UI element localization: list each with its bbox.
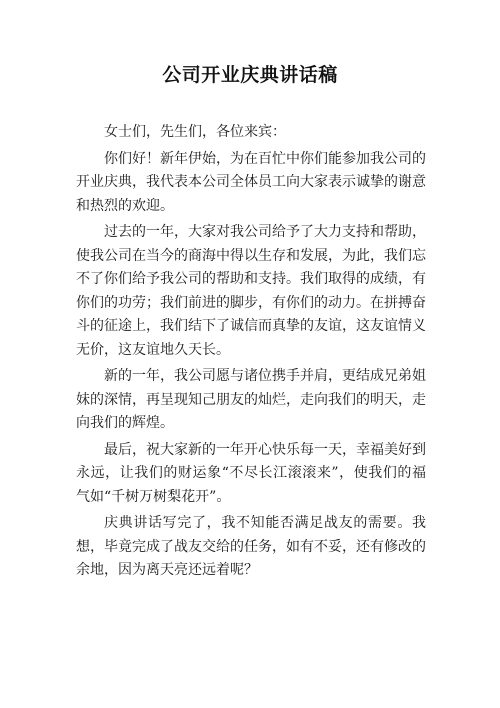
wishes-paragraph: 最后，祝大家新的一年开心快乐每一天，幸福美好到永远，让我们的财运象“不尽长江滚滚来”，使我们的福气如“千树万树梨花开”。 [76,441,426,505]
closing-paragraph: 庆典讲话写完了，我不知能否满足战友的需要。我想，毕竟完成了战友交给的任务，如有不妥，还有修改的余地，因为离天亮还远着呢？ [76,515,426,578]
greeting-paragraph: 女士们，先生们，各位来宾： [104,124,286,140]
welcome-paragraph: 你们好！新年伊始，为在百忙中你们能参加我公司的开业庆典，我代表本公司全体员工向大家表示诚挚的谢意和热烈的欢迎。 [76,150,426,214]
new-year-paragraph: 新的一年，我公司愿与诸位携手并肩，更结成兄弟姐妹的深情，再呈现知己朋友的灿烂，走向我们的明天，走向我们的辉煌。 [76,368,426,431]
document-body [76,121,426,583]
document-title: 公司开业庆典讲话稿 [162,64,338,86]
past-year-paragraph: 过去的一年，大家对我公司给予了大力支持和帮助，使我公司在当今的商海中得以生存和发展，为此，我们忘不了你们给予我公司的帮助和支持。我们取得的成绩，有你们的功劳；我们前进的脚步，有你们的动力。在拼搏奋斗的征途上，我们结下了诚信而真挚的友谊，这友谊情义无价，这友谊地久天长。 [76,224,426,358]
